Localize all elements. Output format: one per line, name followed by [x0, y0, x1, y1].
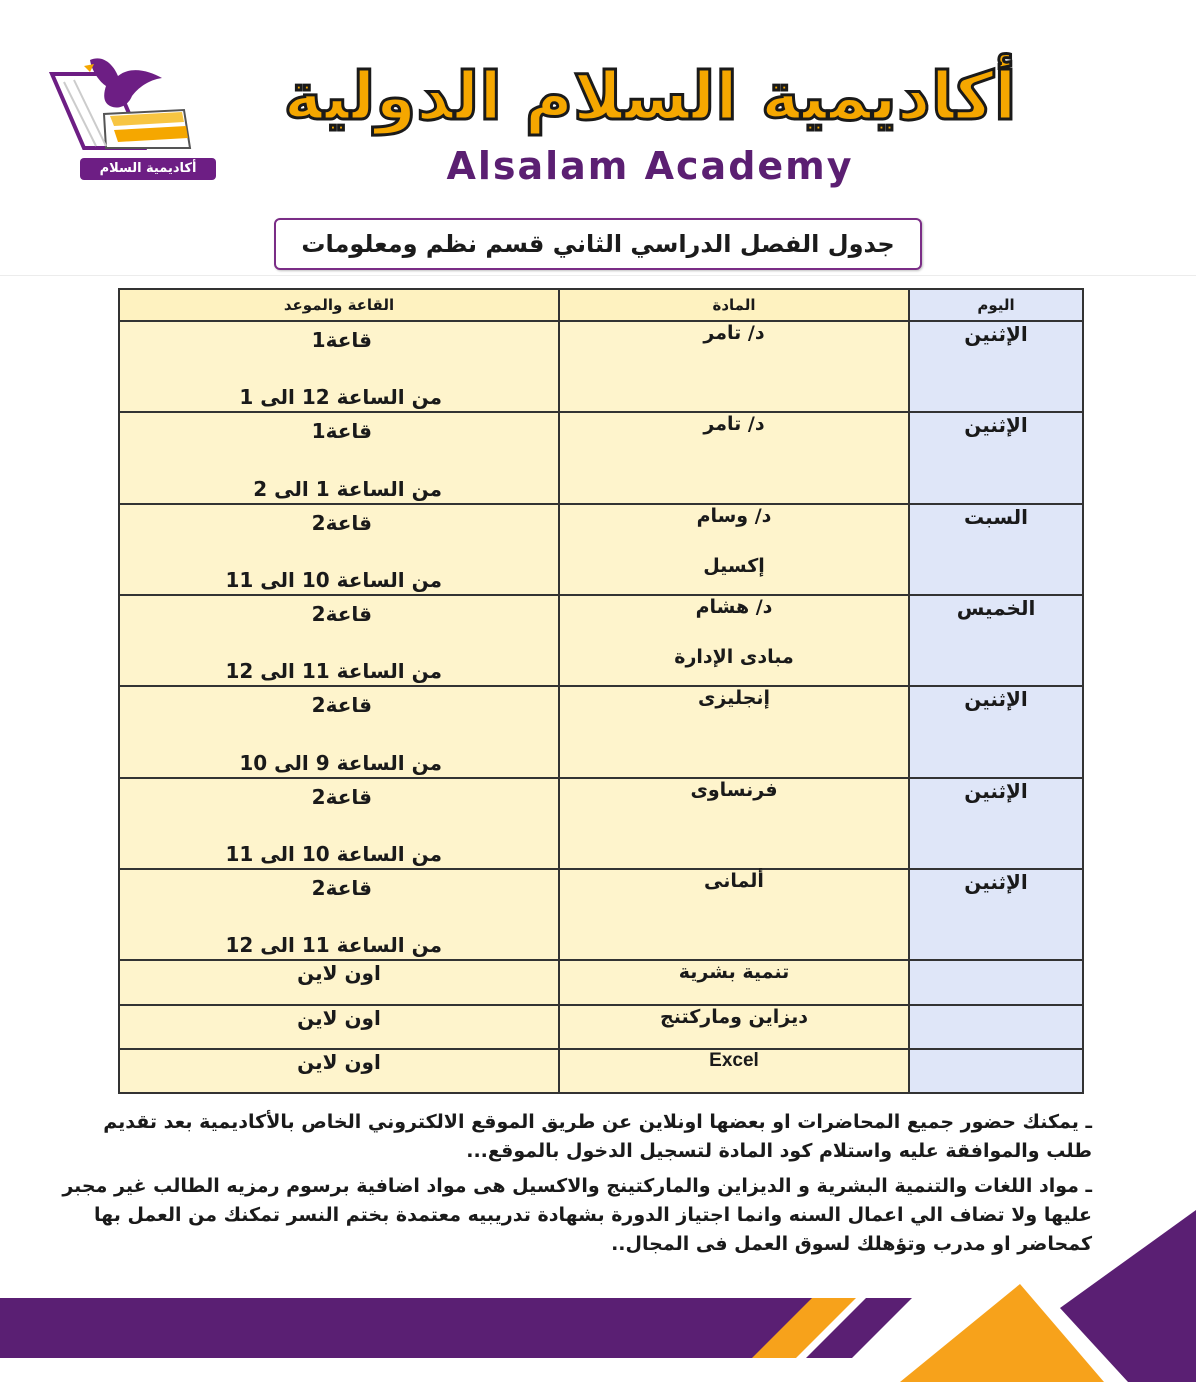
purple-band — [0, 1298, 832, 1358]
time-label: من الساعة 11 الى 12 — [225, 659, 442, 684]
subject-cell — [559, 412, 909, 503]
academy-logo — [44, 52, 222, 198]
subject-cell: Excel — [559, 1049, 909, 1093]
subject-cell — [559, 869, 909, 960]
time-label: من الساعة 10 الى 11 — [225, 842, 442, 867]
footer-decoration — [0, 1200, 1196, 1382]
schedule-subtitle: جدول الفصل الدراسي الثاني قسم نظم ومعلومات — [274, 218, 922, 270]
subject-cell — [559, 504, 909, 595]
day-cell-empty — [909, 960, 1083, 1004]
time-label: من الساعة 1 الى 2 — [253, 476, 442, 501]
hall-label: قاعة2 — [311, 693, 372, 718]
header-room: القاعة والموعد — [119, 289, 559, 321]
day-cell: الإثنين — [909, 686, 1083, 777]
subject-line: د/ تامر — [703, 322, 765, 344]
table-row-online — [119, 1005, 1083, 1049]
table-row — [119, 412, 1083, 503]
table-row — [119, 595, 1083, 686]
subject-line: د/ هشام — [695, 596, 773, 619]
time-label: من الساعة 12 الى 1 — [239, 385, 442, 410]
dove-book-icon — [44, 52, 222, 162]
day-cell: الإثنين — [909, 412, 1083, 503]
time-label: من الساعة 10 الى 11 — [225, 568, 442, 593]
day-cell: السبت — [909, 504, 1083, 595]
subject-line: فرنساوى — [690, 778, 778, 801]
online-cell: اون لاين — [119, 1049, 559, 1093]
subject-line: د/ تامر — [703, 413, 765, 436]
table-row — [119, 504, 1083, 595]
subject-line: ألمانى — [704, 870, 764, 893]
header-subject: المادة — [559, 289, 909, 321]
day-cell: الإثنين — [909, 869, 1083, 960]
logo-caption: أكاديمية السلام الدولية — [80, 158, 216, 180]
note-extra-courses: ـ مواد اللغات والتنمية البشرية و الديزاين والماركتينج والاكسيل هى مواد اضافية برسوم رمزيه الطالب غير مجبر عليها ولا تضاف الي اعمال السنه وانما اجتياز الدورة بشهادة تدريبيه معتمدة بختم النسر تمكنك من العمل بها كمحاضر او مدرب وتؤهلك لسوق العمل فى المجال.. — [62, 1175, 1092, 1255]
subject-line: إنجليزى — [697, 687, 771, 710]
schedule-table — [118, 288, 1084, 1094]
day-cell: الإثنين — [909, 778, 1083, 869]
table-row — [119, 778, 1083, 869]
table-row — [119, 686, 1083, 777]
hall-label: قاعة2 — [311, 510, 372, 535]
divider — [0, 275, 1196, 276]
room-cell — [119, 321, 559, 412]
day-cell-empty — [909, 1049, 1083, 1093]
table-row-online — [119, 1049, 1083, 1093]
subject-cell: ديزاين وماركتنج — [559, 1005, 909, 1049]
subject-line-2: مبادى الإدارة — [674, 646, 794, 669]
subject-cell — [559, 595, 909, 686]
day-cell: الإثنين — [909, 321, 1083, 412]
room-cell — [119, 686, 559, 777]
academy-title-arabic: أكاديمية السلام الدولية — [283, 58, 1017, 135]
room-cell — [119, 778, 559, 869]
table-row-online — [119, 960, 1083, 1004]
hall-label: قاعة2 — [311, 876, 372, 901]
hall-label: قاعة2 — [311, 784, 372, 809]
hall-label: قاعة2 — [311, 602, 372, 627]
time-label: من الساعة 9 الى 10 — [239, 750, 442, 775]
hall-label: قاعة1 — [311, 419, 372, 444]
day-cell: الخميس — [909, 595, 1083, 686]
online-cell: اون لاين — [119, 1005, 559, 1049]
online-cell: اون لاين — [119, 960, 559, 1004]
subject-cell — [559, 686, 909, 777]
subject-cell — [559, 778, 909, 869]
table-row — [119, 321, 1083, 412]
subject-line: د/ وسام — [696, 504, 772, 527]
hall-label: قاعة1 — [311, 328, 372, 352]
room-cell — [119, 412, 559, 503]
subject-line-2: إكسيل — [703, 554, 765, 577]
room-cell — [119, 869, 559, 960]
header-day: اليوم — [909, 289, 1083, 321]
academy-title-english: Alsalam Academy — [446, 144, 854, 188]
room-cell — [119, 595, 559, 686]
table-row — [119, 869, 1083, 960]
note-online-attendance: ـ يمكنك حضور جميع المحاضرات او بعضها اونلاين عن طريق الموقع الالكتروني الخاص بالأكاديمية بعد تقديم طلب والموافقة عليه واستلام كود المادة لتسجيل الدخول بالموقع... — [103, 1111, 1092, 1162]
day-cell-empty — [909, 1005, 1083, 1049]
subject-cell: تنمية بشرية — [559, 960, 909, 1004]
subject-cell — [559, 321, 909, 412]
room-cell — [119, 504, 559, 595]
time-label: من الساعة 11 الى 12 — [225, 933, 442, 958]
